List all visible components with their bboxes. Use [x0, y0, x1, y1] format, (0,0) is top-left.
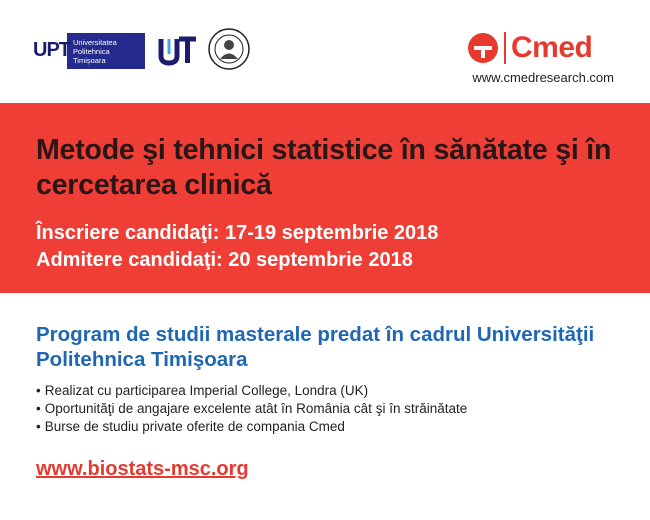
cmed-logo: [468, 30, 592, 66]
upt-name-line: Universitatea: [73, 38, 117, 47]
bullet-item: • Burse de studiu private oferite de compania Cmed: [36, 418, 636, 436]
upt-logo: [33, 33, 145, 69]
program-title: Program de studii masterale predat în cadrul Universităţii Politehnica Timişoara: [36, 323, 595, 371]
bullet-item: • Oportunităţi de angajare excelente atât în România cât şi în străinătate: [36, 400, 636, 418]
registration-dates: Înscriere candidaţi: 17-19 septembrie 2018: [36, 222, 439, 244]
upt-name-box: [67, 33, 145, 69]
admission-date: Admitere candidaţi: 20 septembrie 2018: [36, 249, 413, 271]
banner-title: Metode şi tehnici statistice în sănătate şi în cercetarea clinică: [36, 134, 612, 201]
cmed-logo-icon: [468, 33, 498, 63]
cmed-logo-text: Cmed: [511, 31, 593, 64]
bullet-item: • Realizat cu participarea Imperial College, Londra (UK): [36, 382, 636, 400]
upt-mark-text: UPT: [33, 39, 70, 61]
ut-logo: [158, 36, 198, 66]
upt-mark: [33, 33, 70, 69]
cmed-divider: [504, 32, 506, 64]
banner: [0, 103, 650, 293]
website-link[interactable]: www.biostats-msc.org: [36, 458, 249, 480]
upt-name-line: Timișoara: [73, 56, 106, 65]
header: [0, 0, 650, 100]
cmed-url-link[interactable]: www.cmedresearch.com: [472, 70, 614, 85]
program-bullets: [36, 382, 636, 436]
seal-logo: [208, 28, 250, 70]
upt-name-line: Politehnica: [73, 47, 110, 56]
